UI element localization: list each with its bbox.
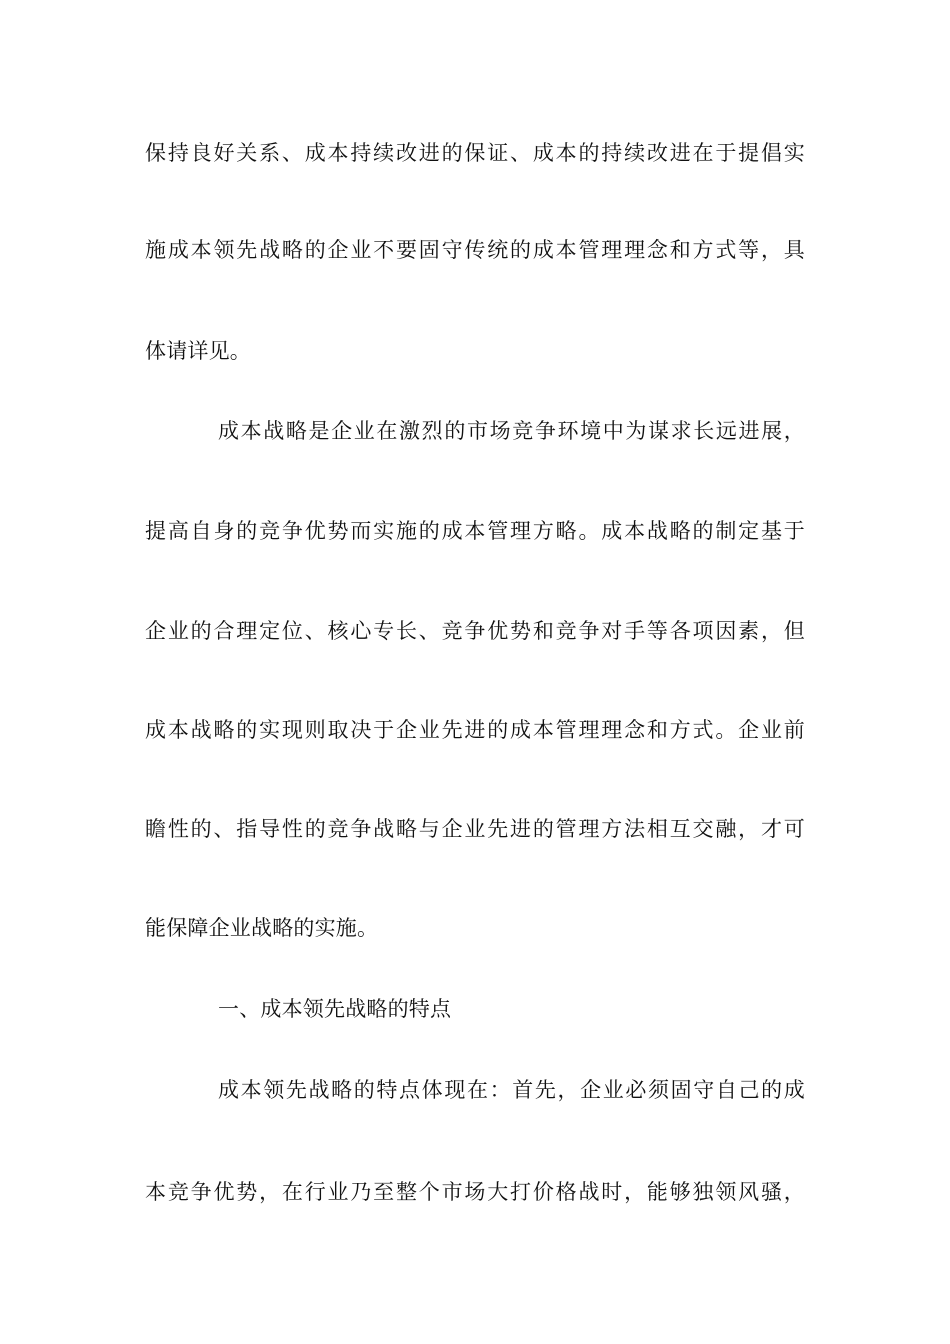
paragraph-line: 企业的合理定位、核心专长、竞争优势和竞争对手等各项因素，但 xyxy=(145,619,805,643)
paragraph-line: 施成本领先战略的企业不要固守传统的成本管理理念和方式等，具 xyxy=(145,238,805,262)
paragraph-line: 提高自身的竞争优势而实施的成本管理方略。成本战略的制定基于 xyxy=(145,519,805,543)
paragraph-line: 本竞争优势，在行业乃至整个市场大打价格战时，能够独领风骚， xyxy=(145,1180,805,1204)
paragraph-line: 瞻性的、指导性的竞争战略与企业先进的管理方法相互交融，才可 xyxy=(145,817,805,841)
paragraph-line: 成本领先战略的特点体现在：首先，企业必须固守自己的成 xyxy=(218,1078,805,1102)
paragraph-line: 成本战略是企业在激烈的市场竞争环境中为谋求长远进展， xyxy=(218,419,805,443)
paragraph-line: 保持良好关系、成本持续改进的保证、成本的持续改进在于提倡实 xyxy=(145,141,805,165)
section-heading: 一、成本领先战略的特点 xyxy=(218,997,452,1021)
paragraph-line: 体请详见。 xyxy=(145,339,251,363)
paragraph-line: 成本战略的实现则取决于企业先进的成本管理理念和方式。企业前 xyxy=(145,718,805,742)
paragraph-line: 能保障企业战略的实施。 xyxy=(145,916,379,940)
